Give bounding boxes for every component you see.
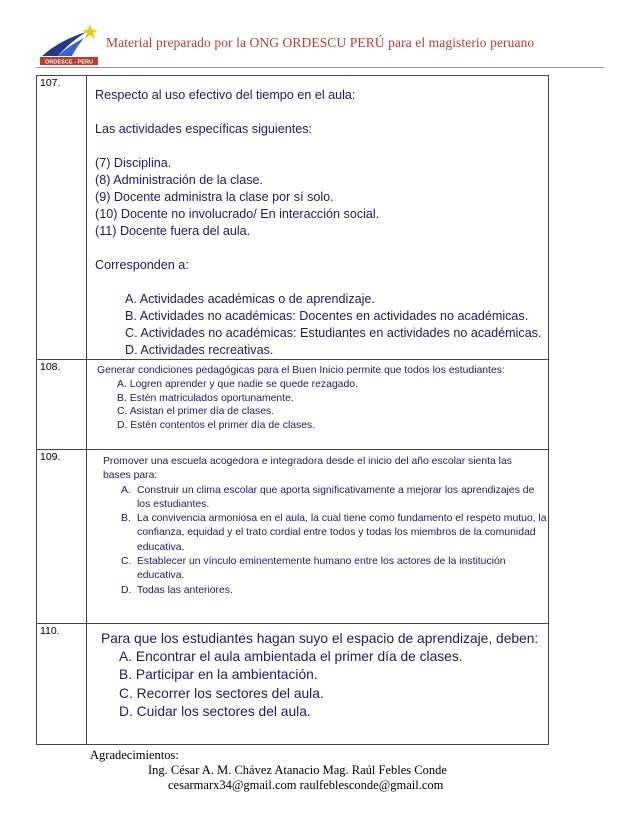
footer-label: Agradecimientos: (90, 748, 179, 762)
answer-option: D. Actividades recreativas. (125, 343, 274, 357)
header-divider (36, 67, 604, 68)
answer-option (121, 555, 548, 584)
answer-option (121, 484, 548, 513)
question-row (37, 76, 549, 360)
question-number: 109. (37, 450, 87, 624)
question-prompt: Corresponden a: (95, 258, 189, 272)
ordescu-logo (38, 22, 106, 66)
question-intro: Las actividades específicas siguientes: (95, 122, 313, 136)
question-stem-cont: bases para: (103, 470, 158, 482)
option-letter: C. (121, 556, 132, 568)
answer-option (121, 584, 548, 598)
question-body (87, 624, 549, 745)
question-row (37, 624, 549, 745)
option-text: Construir un clima escolar que aporta significativamente a mejorar los aprendizajes de los estudiantes. (137, 484, 535, 510)
logo-text: ORDESCE - PERU (44, 59, 94, 66)
option-text: Todas las anteriores. (137, 584, 233, 596)
option-text: Establecer un vínculo eminentemente humano entre los actores de la institución educativa. (137, 556, 506, 582)
question-body (87, 450, 549, 624)
answer-option: D. Estén contentos el primer día de clases. (117, 420, 316, 432)
footer-names: Ing. César A. M. Chávez Atanacio Mag. Raúl Febles Conde (148, 763, 447, 777)
question-stem: Generar condiciones pedagógicas para el Buen Inicio permite que todos los estudiantes: (97, 365, 505, 376)
question-stem: Para que los estudiantes hagan suyo el espacio de aprendizaje, deben: (101, 631, 539, 646)
answer-option: D. Cuidar los sectores del aula. (119, 703, 311, 719)
answer-option: C. Asistan el primer día de clases. (117, 406, 275, 418)
option-letter: A. (121, 484, 131, 496)
answer-option: A. Encontrar el aula ambientada el primer día de clases. (119, 649, 463, 665)
question-number: 110. (37, 624, 87, 745)
list-item: (11) Docente fuera del aula. (95, 224, 251, 238)
question-body (87, 360, 549, 450)
answer-option: A. Logren aprender y que nadie se quede rezagado. (117, 378, 358, 390)
answer-option: C. Actividades no académicas: Estudiantes en actividades no académicas. (125, 326, 542, 340)
option-letter: B. (121, 513, 131, 525)
answer-option: C. Recorrer los sectores del aula. (119, 685, 324, 701)
footer-emails: cesarmarx34@gmail.com raulfeblesconde@gmail.com (168, 778, 444, 792)
answer-option: A. Actividades académicas o de aprendizaje. (125, 292, 375, 306)
question-row (37, 450, 549, 624)
questions-table (36, 75, 549, 745)
question-stem: Respecto al uso efectivo del tiempo en el aula: (95, 88, 356, 102)
option-text: La convivencia armoniosa en el aula, la cual tiene como fundamento el respeto mutuo, la confianza, equidad y el trato cordial entre todos y todas los miembros de la comunidad educativa. (137, 513, 547, 553)
footer (90, 748, 447, 793)
question-number: 108. (37, 360, 87, 450)
list-item: (8) Administración de la clase. (95, 173, 263, 187)
answer-option (121, 512, 548, 555)
option-letter: D. (121, 584, 132, 596)
question-body (87, 76, 549, 360)
question-number: 107. (37, 76, 87, 360)
answer-option: B. Actividades no académicas: Docentes en actividades no académicas. (125, 309, 529, 323)
list-item: (10) Docente no involucrado/ En interacción social. (95, 207, 380, 221)
answer-option: B. Participar en la ambientación. (119, 667, 318, 683)
question-row (37, 360, 549, 450)
answer-option: B. Estén matriculados oportunamente. (117, 392, 294, 404)
list-item: (9) Docente administra la clase por sí solo. (95, 190, 334, 204)
header-title: Material preparado por la ONG ORDESCU PERÚ para el magisterio peruano (106, 35, 535, 50)
question-stem: Promover una escuela acogedora e integradora desde el inicio del año escolar sienta las (103, 456, 512, 467)
list-item: (7) Disciplina. (95, 156, 172, 170)
